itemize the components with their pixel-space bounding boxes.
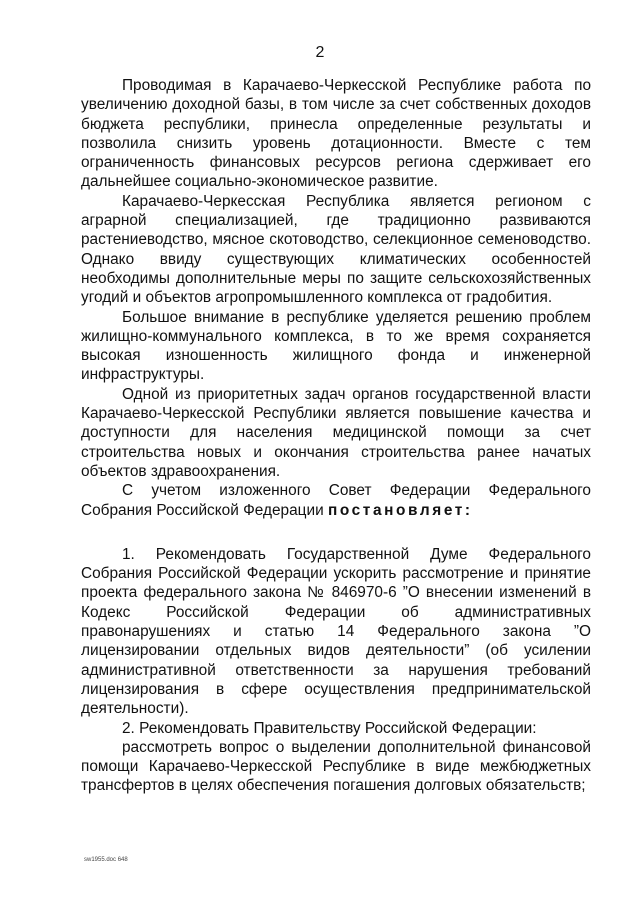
- paragraph-resolution: [81, 481, 591, 520]
- page-number: 2: [315, 44, 325, 61]
- footer-doc-code: sw1955.doc 648: [84, 857, 128, 863]
- item-2: 2. Рекомендовать Правительству Российской Федерации:: [122, 719, 537, 737]
- paragraph-agriculture: Карачаево-Черкесская Республика является регионом с аграрной специализацией, где традиционно развиваются растениеводство, мясное скотоводство, селекционное семеноводство. Однако ввиду существующих климатических особенностей необходимы дополнительные меры по защите сельскохозяйственных угодий и объектов агропромышленного комплекса от градобития.: [81, 192, 591, 307]
- paragraph-revenue: Проводимая в Карачаево-Черкесской Республике работа по увеличению доходной базы, в том числе за счет собственных доходов бюджета республики, принесла определенные результаты и позволила снизить уровень дотационности. Вместе с тем ограниченность финансовых ресурсов региона сдерживает его дальнейшее социально-экономическое развитие.: [81, 77, 591, 191]
- resolution-lead: С учетом изложенного Совет Федерации Федерального Собрания Российской Федерации: [81, 482, 591, 519]
- item-2-subitem: рассмотреть вопрос о выделении дополнительной финансовой помощи Карачаево-Черкесской Республике в виде межбюджетных трансфертов в целях обеспечения погашения долговых обязательств;: [81, 738, 591, 795]
- resolution-keyword: постановляет:: [327, 501, 473, 519]
- document-body: [81, 76, 591, 796]
- paragraph-housing: Большое внимание в республике уделяется решению проблем жилищно-коммунального комплекса, в то же время сохраняется высокая изношенность жилищного фонда и инженерной инфраструктуры.: [81, 308, 591, 384]
- item-1: 1. Рекомендовать Государственной Думе Федерального Собрания Российской Федерации ускорить рассмотрение и принятие проекта федерального закона № 846970-6 ”О внесении изменений в Кодекс Российской Федерации об административных правонарушениях и статью 14 Федерального закона ”О лицензировании отдельных видов деятельности” (об усилении административной ответственности за нарушения требований лицензирования в сфере осуществления предпринимательской деятельности).: [81, 545, 591, 718]
- paragraph-healthcare: Одной из приоритетных задач органов государственной власти Карачаево-Черкесской Республики является повышение качества и доступности для населения медицинской помощи за счет строительства новых и окончания строительства ранее начатых объектов здравоохранения.: [81, 385, 591, 480]
